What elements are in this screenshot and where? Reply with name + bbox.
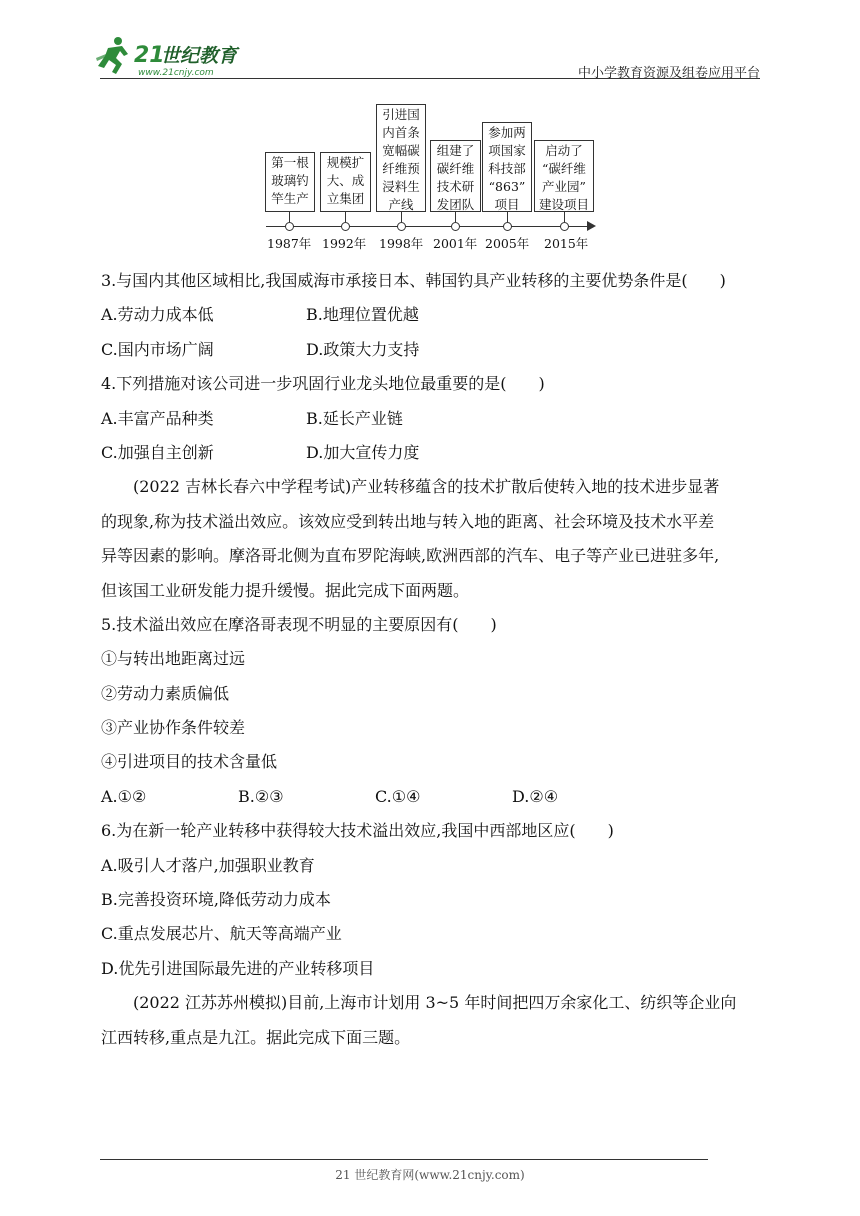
event-line: 产线 [388, 197, 414, 212]
option-a: A.①② [101, 786, 147, 806]
timeline-year: 1992年 [322, 236, 367, 251]
timeline-stem [564, 212, 565, 222]
timeline-event-2005 [482, 122, 532, 212]
event-line: “863” [488, 179, 526, 194]
timeline-node [285, 222, 294, 231]
event-line: 竿生产 [271, 191, 309, 206]
event-line: 宽幅碳 [382, 143, 420, 158]
timeline-year: 2001年 [433, 236, 478, 251]
option-b: B.地理位置优越 [306, 305, 419, 325]
event-line: 发团队 [436, 197, 475, 212]
timeline-stem [289, 212, 290, 222]
company-timeline-figure [262, 102, 598, 252]
option-b: B.②③ [238, 786, 284, 806]
timeline-axis [266, 226, 592, 227]
question-5-item: ④引进项目的技术含量低 [101, 752, 278, 772]
event-line: 第一根 [271, 155, 309, 170]
page-footer: 21 世纪教育网(www.21cnjy.com) [335, 1168, 525, 1182]
event-line: 纤维预 [382, 161, 420, 176]
timeline-event-2015 [534, 140, 594, 212]
runner-icon [96, 37, 128, 74]
header-divider [100, 78, 760, 79]
event-line: 科技部 [488, 161, 526, 176]
event-line: 浸料生 [382, 179, 420, 194]
option-b: B.完善投资环境,降低劳动力成本 [101, 890, 331, 910]
question-5-item: ③产业协作条件较差 [101, 718, 246, 738]
event-line: 组建了 [436, 143, 475, 158]
timeline-event-1987 [265, 152, 315, 212]
option-c: C.加强自主创新 [101, 442, 214, 462]
passage-line: 江西转移,重点是九江。据此完成下面三题。 [101, 1027, 411, 1047]
timeline-node [451, 222, 460, 231]
event-line: 技术研 [436, 179, 475, 194]
option-a: A.吸引人才落户,加强职业教育 [101, 855, 315, 875]
passage-line: 但该国工业研发能力提升缓慢。据此完成下面两题。 [101, 580, 470, 600]
question-4-options-row [101, 402, 763, 436]
svg-text:www.21cnjy.com: www.21cnjy.com [138, 68, 214, 78]
timeline-event-1992 [320, 152, 371, 212]
option-d: D.政策大力支持 [306, 339, 420, 359]
question-5-item: ②劳动力素质偏低 [101, 683, 230, 703]
timeline-node [341, 222, 350, 231]
timeline-stem [507, 212, 508, 222]
timeline-stem [455, 212, 456, 222]
option-a: A.劳动力成本低 [101, 305, 214, 325]
option-d: D.②④ [512, 786, 559, 806]
site-logo [94, 34, 264, 78]
event-line: 项国家 [488, 143, 526, 158]
event-line: 碳纤维 [436, 161, 475, 176]
timeline-year: 2015年 [544, 236, 589, 251]
question-3-options-row [101, 298, 763, 332]
question-3-options-row [101, 333, 763, 367]
question-5-item: ①与转出地距离过远 [101, 649, 246, 669]
footer-divider [100, 1159, 708, 1160]
event-line: 启动了 [545, 143, 583, 158]
question-4-options-row [101, 436, 763, 470]
timeline-year: 2005年 [485, 236, 530, 251]
svg-text:世纪教育: 世纪教育 [161, 45, 238, 67]
event-line: 参加两 [488, 125, 526, 140]
timeline-stem [345, 212, 346, 222]
timeline-year: 1987年 [267, 236, 312, 251]
svg-text:21: 21 [134, 43, 165, 68]
question-5-stem: 5.技术溢出效应在摩洛哥表现不明显的主要原因有( ) [101, 614, 497, 634]
timeline-node [560, 222, 569, 231]
passage-line: 异等因素的影响。摩洛哥北侧为直布罗陀海峡,欧洲西部的汽车、电子等产业已进驻多年, [101, 546, 720, 566]
event-line: 规模扩 [326, 155, 365, 170]
event-line: 玻璃钓 [271, 173, 309, 188]
timeline-node [397, 222, 406, 231]
page-header [94, 28, 760, 81]
option-b: B.延长产业链 [306, 408, 403, 428]
option-c: C.重点发展芯片、航天等高端产业 [101, 924, 342, 944]
question-3-stem: 3.与国内其他区域相比,我国威海市承接日本、韩国钓具产业转移的主要优势条件是( ) [101, 271, 726, 290]
event-line: 产业园” [542, 179, 586, 194]
option-c: C.①④ [375, 786, 421, 806]
arrow-right-icon [587, 221, 596, 231]
event-line: 项目 [494, 197, 520, 212]
question-5-options-row [101, 780, 763, 814]
platform-name: 中小学教育资源及组卷应用平台 [577, 66, 760, 81]
passage-line: (2022 吉林长春六中学程考试)产业转移蕴含的技术扩散后使转入地的技术进步显著 [133, 477, 720, 497]
option-a: A.丰富产品种类 [101, 408, 214, 428]
timeline-year: 1998年 [379, 236, 424, 251]
event-line: 立集团 [326, 191, 365, 206]
passage-line: 的现象,称为技术溢出效应。该效应受到转出地与转入地的距离、社会环境及技术水平差 [101, 511, 715, 531]
event-line: 大、成 [326, 173, 365, 188]
event-line: “碳纤维 [542, 161, 586, 176]
timeline-node [503, 222, 512, 231]
question-6-stem: 6.为在新一轮产业转移中获得较大技术溢出效应,我国中西部地区应( ) [101, 821, 614, 841]
passage-line: (2022 江苏苏州模拟)目前,上海市计划用 3~5 年时间把四万余家化工、纺织等企业向 [133, 993, 737, 1013]
question-content [101, 264, 763, 1055]
question-4-stem: 4.下列措施对该公司进一步巩固行业龙头地位最重要的是( ) [101, 374, 545, 394]
option-d: D.加大宣传力度 [306, 442, 420, 462]
event-line: 引进国 [382, 107, 420, 122]
timeline-event-2001 [430, 140, 481, 212]
option-d: D.优先引进国际最先进的产业转移项目 [101, 958, 375, 978]
timeline-event-1998 [376, 104, 426, 212]
event-line: 建设项目 [538, 197, 589, 212]
option-c: C.国内市场广阔 [101, 339, 214, 359]
timeline-stem [401, 212, 402, 222]
event-line: 内首条 [382, 125, 420, 140]
